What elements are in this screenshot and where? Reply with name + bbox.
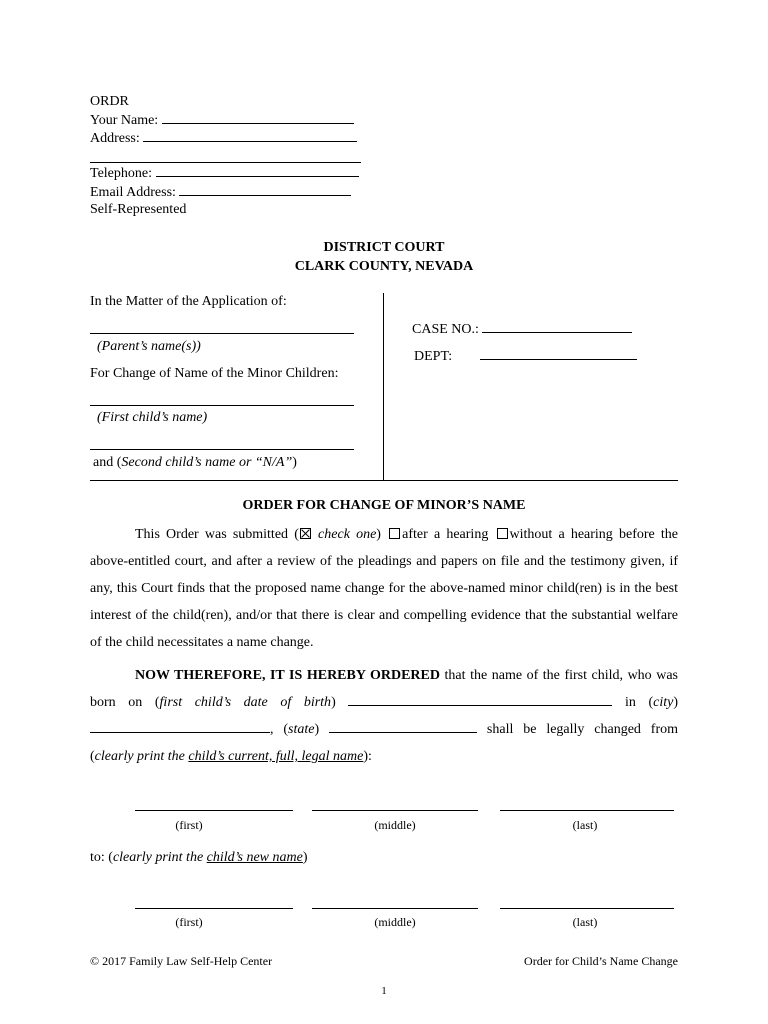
new-first-name-field[interactable]: [135, 908, 293, 909]
new-middle-label: (middle): [374, 915, 416, 929]
city-label: city: [653, 695, 674, 710]
after-hearing-label: after a hearing: [402, 527, 489, 542]
case-no-field[interactable]: [482, 320, 632, 333]
footer-form-name: Order for Child’s Name Change: [524, 954, 678, 968]
your-name-row: [90, 111, 354, 129]
address-field[interactable]: [143, 129, 357, 142]
dept-label: DEPT:: [414, 349, 453, 364]
p1-text-b: ): [376, 527, 381, 542]
email-field[interactable]: [179, 183, 351, 196]
dob-field[interactable]: [348, 693, 612, 706]
caption-bottom-rule: [90, 480, 678, 481]
email-label: Email Address:: [90, 185, 176, 200]
caption-divider: [383, 293, 384, 480]
current-last-label: (last): [572, 818, 598, 832]
p2-clearly: clearly print the: [94, 749, 189, 764]
current-middle-label: (middle): [374, 818, 416, 832]
parents-name-label: (Parent’s name(s)): [97, 339, 201, 354]
address-label: Address:: [90, 131, 140, 146]
without-hearing-checkbox[interactable]: [497, 528, 508, 539]
to-prefix: to: (: [90, 850, 113, 865]
dept-row: [414, 347, 637, 365]
new-name-row: [90, 849, 308, 866]
ordered-heading: NOW THEREFORE, IT IS HEREBY ORDERED: [135, 668, 440, 683]
first-child-field[interactable]: [90, 405, 354, 406]
p2-text-a: that the name of the first child, who was born on (: [90, 668, 679, 710]
second-child-suffix: ): [292, 455, 297, 470]
order-title: ORDER FOR CHANGE OF MINOR’S NAME: [242, 498, 526, 513]
p2-text-e: , (: [270, 722, 289, 737]
dob-label: first child’s date of birth: [159, 695, 332, 710]
form-code: ORDR: [90, 94, 129, 109]
change-label: For Change of Name of the Minor Children:: [90, 366, 339, 381]
second-child-field[interactable]: [90, 449, 354, 450]
second-child-label: Second child’s name or “N/A”: [121, 455, 293, 470]
to-clearly: clearly print the: [112, 850, 207, 865]
new-first-label: (first): [175, 915, 203, 929]
current-first-label: (first): [175, 818, 203, 832]
order-paragraph: [90, 662, 678, 770]
current-last-name-field[interactable]: [500, 810, 674, 811]
new-last-name-field[interactable]: [500, 908, 674, 909]
new-middle-name-field[interactable]: [312, 908, 478, 909]
your-name-label: Your Name:: [90, 113, 159, 128]
your-name-field[interactable]: [162, 111, 354, 124]
parents-name-field[interactable]: [90, 333, 354, 334]
p2-text-c: in (: [624, 695, 654, 710]
p2-text-g: shall be legally changed from (: [90, 722, 679, 764]
checked-box-icon: [300, 528, 311, 539]
telephone-label: Telephone:: [90, 166, 152, 181]
email-row: [90, 183, 351, 201]
dept-field[interactable]: [480, 347, 637, 360]
address-line-2[interactable]: [90, 162, 361, 163]
p2-text-b: ): [331, 695, 336, 710]
second-child-prefix: and (: [93, 455, 122, 470]
new-name-label: child’s new name: [206, 850, 303, 865]
after-hearing-checkbox[interactable]: [389, 528, 400, 539]
city-field[interactable]: [90, 720, 270, 733]
self-represented: Self-Represented: [90, 202, 187, 217]
state-label: state: [288, 722, 315, 737]
current-middle-name-field[interactable]: [312, 810, 478, 811]
p1-text-a: This Order was submitted (: [135, 527, 299, 542]
case-no-label: CASE NO.:: [412, 322, 479, 337]
findings-paragraph: [90, 521, 678, 656]
telephone-field[interactable]: [156, 164, 359, 177]
first-child-label: (First child’s name): [97, 410, 208, 425]
current-first-name-field[interactable]: [135, 810, 293, 811]
footer-copyright: © 2017 Family Law Self-Help Center: [90, 954, 273, 968]
matter-label: In the Matter of the Application of:: [90, 294, 287, 309]
page-number: 1: [381, 985, 387, 997]
court-name: DISTRICT COURT: [323, 240, 445, 255]
telephone-row: [90, 164, 359, 182]
p2-text-f: ): [314, 722, 320, 737]
p1-check-one: check one: [318, 527, 377, 542]
court-county: CLARK COUNTY, NEVADA: [294, 259, 474, 274]
case-no-row: [412, 320, 632, 338]
current-name-label: child’s current, full, legal name: [188, 749, 364, 764]
state-field[interactable]: [329, 720, 477, 733]
p1-text-body: without a hearing before the above-entitled court, and after a review of the pleadings and papers on file and the testimony given, if any, this Court finds that the proposed name change for the above-named minor child(ren) is in the best interest of the child(ren), and/or that there is clear and compelling evidence that the substantial welfare of the child necessitates a name change.: [90, 527, 679, 650]
new-last-label: (last): [572, 915, 598, 929]
address-row: [90, 129, 357, 147]
p2-text-h: ):: [363, 749, 372, 764]
p2-text-d: ): [673, 695, 679, 710]
to-suffix: ): [302, 850, 308, 865]
second-child-row: [93, 454, 297, 471]
